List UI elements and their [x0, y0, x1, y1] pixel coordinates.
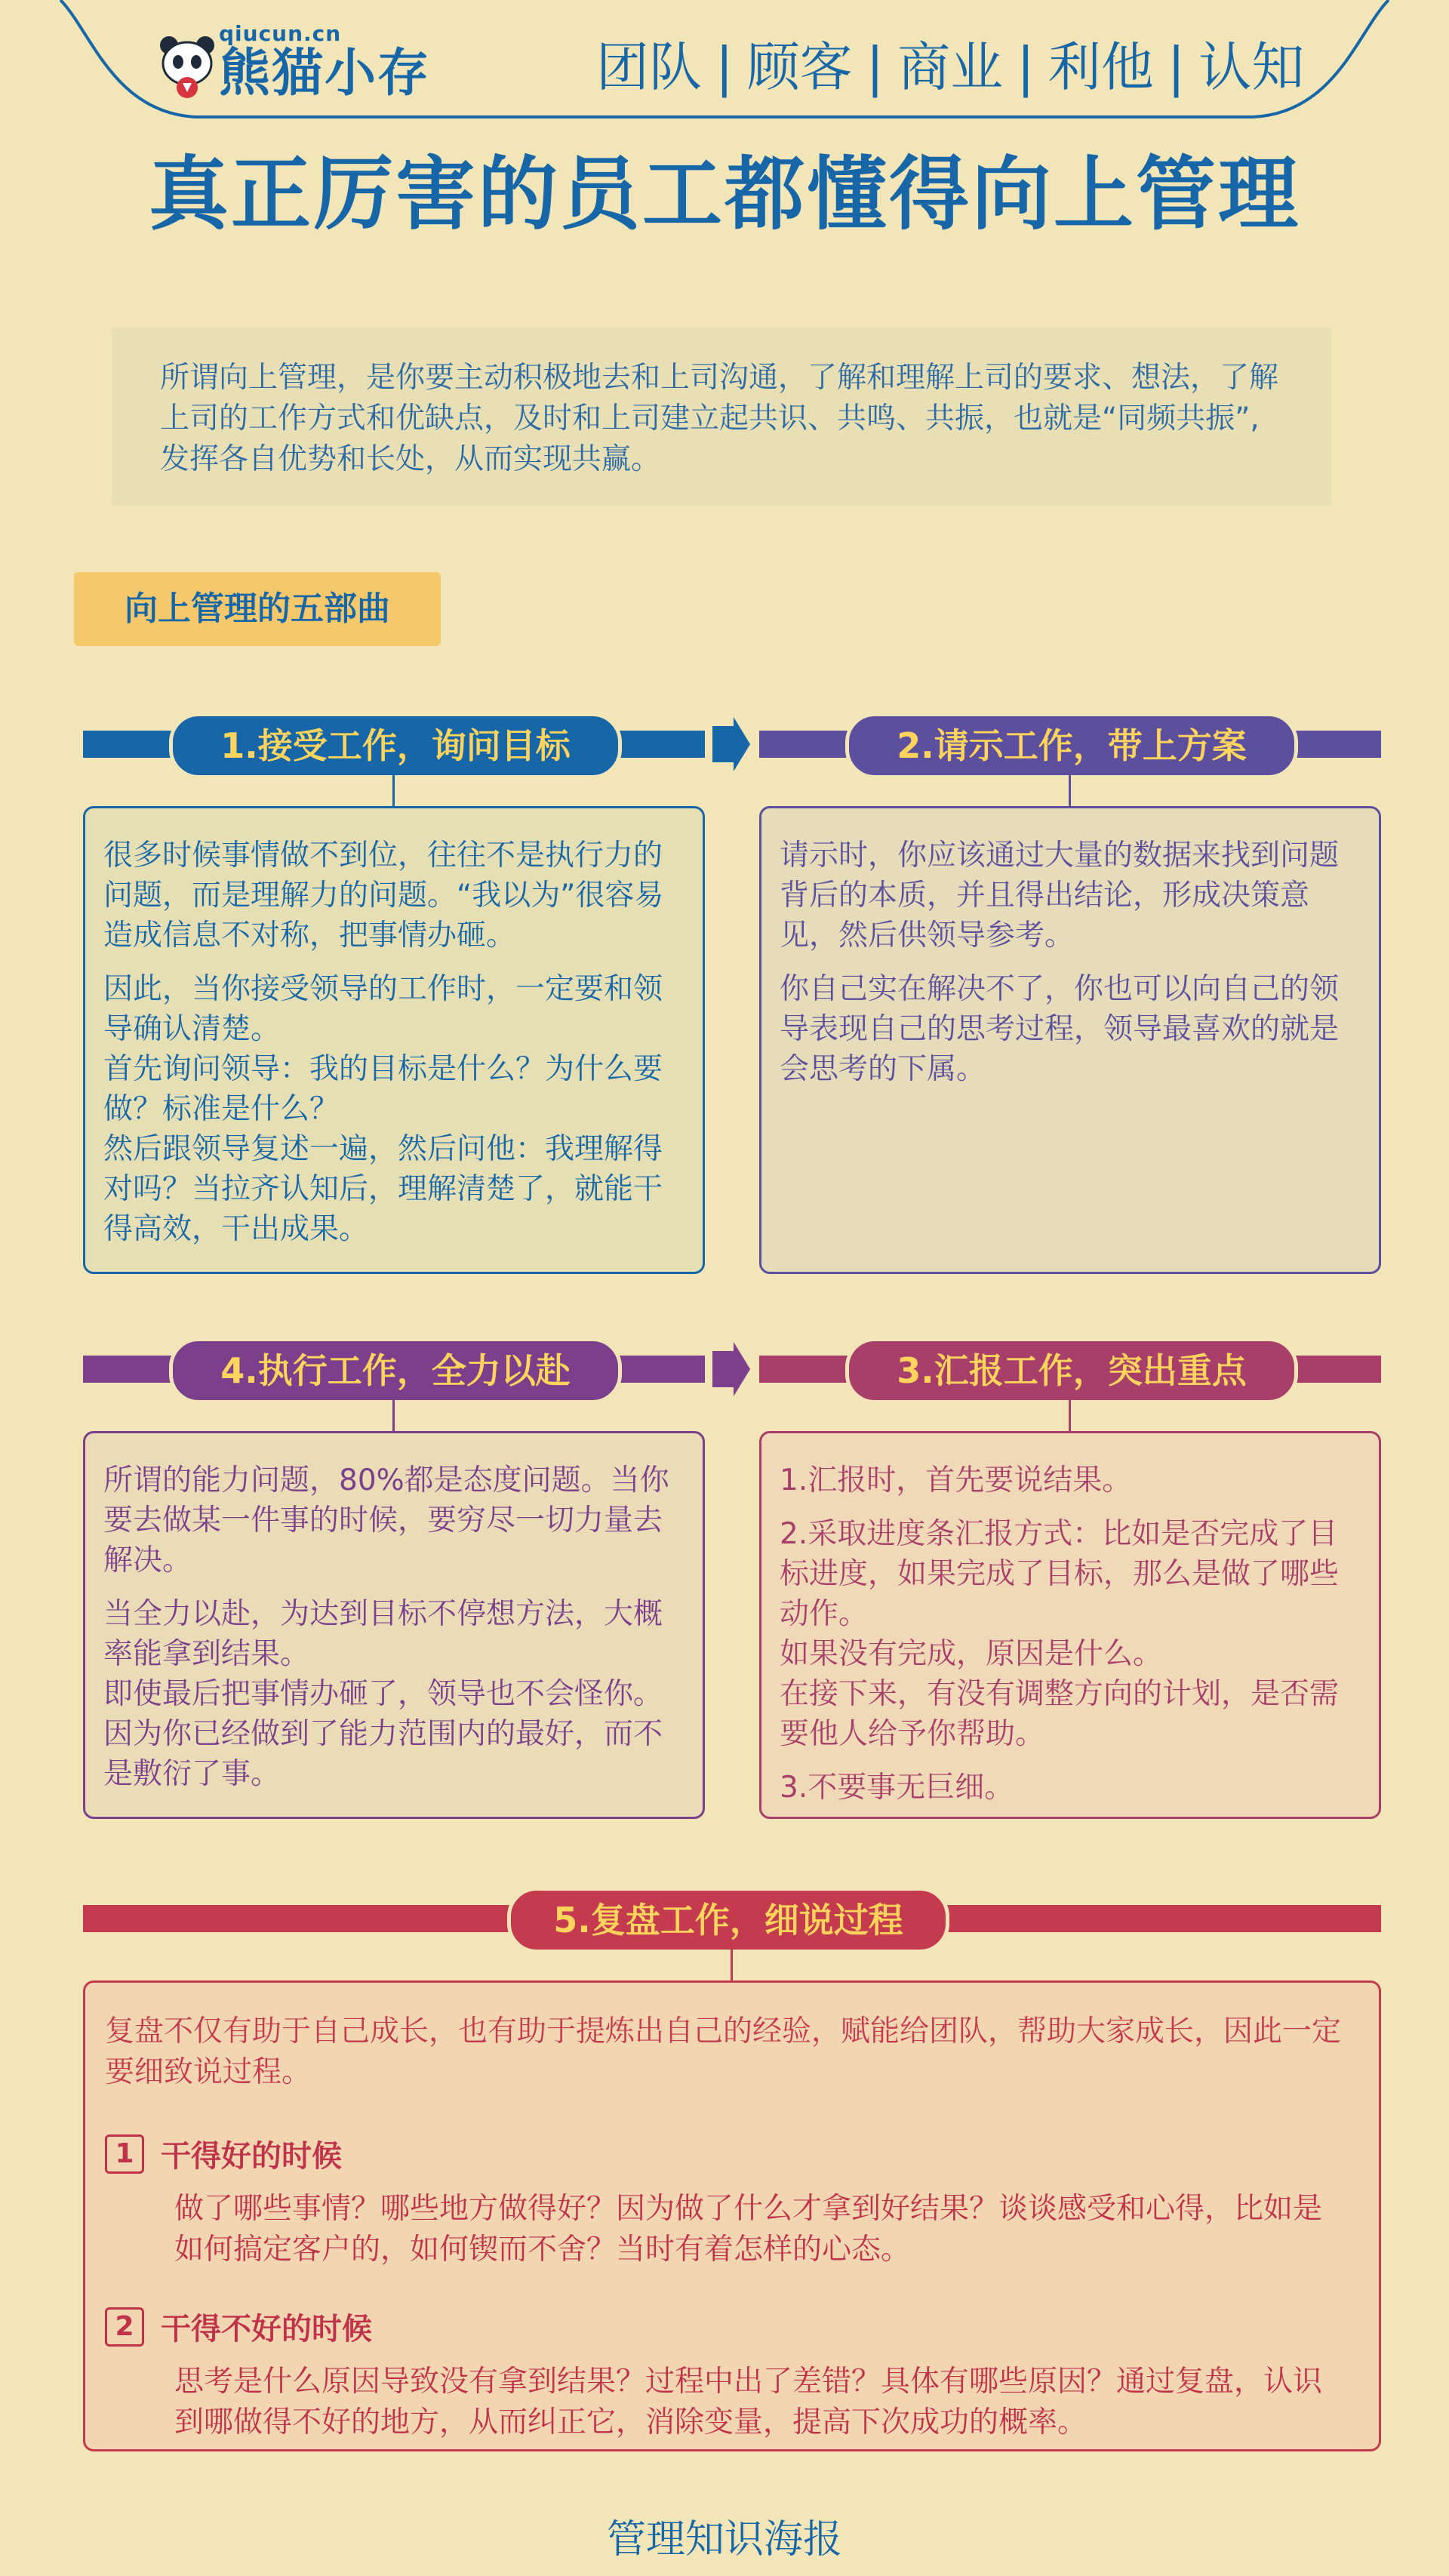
nav-item-customer[interactable]: 顾客: [746, 36, 853, 98]
section-3-para: 1.汇报时，首先要说结果。: [780, 1463, 1132, 1497]
number-badge: 1: [105, 2134, 144, 2174]
arrow-right-icon: [712, 1342, 750, 1396]
section-1-para: 因此，当你接受领导的工作时，一定要和领导确认清楚。: [103, 972, 663, 1046]
section-1-para: 然后跟领导复述一遍，然后问他：我理解得对吗？当拉齐认知后，理解清楚了，就能干得高效，干出成果。: [103, 1132, 663, 1246]
review-item-text: 做了哪些事情？哪些地方做得好？因为做了什么才拿到好结果？谈谈感受和心得，比如是如何搞定客户的，如何锲而不舍？当时有着怎样的心态。: [174, 2192, 1323, 2267]
footer-text: 管理知识海报: [606, 2517, 842, 2562]
section-4-box: [83, 1431, 705, 1819]
section-2-title: 2.请示工作，带上方案: [845, 712, 1298, 779]
section-4-para: 即使最后把事情办砸了，领导也不会怪你。因为你已经做到了能力范围内的最好，而不是敷衍了事。: [103, 1677, 663, 1791]
section-1-para: 很多时候事情做不到位，往往不是执行力的问题，而是理解力的问题。“我以为”很容易造成信息不对称，把事情办砸。: [103, 839, 664, 953]
section-3-para: 如果没有完成，原因是什么。: [780, 1637, 1163, 1671]
section-2-para: 你自己实在解决不了，你也可以向自己的领导表现自己的思考过程，领导最喜欢的就是会思考的下属。: [780, 972, 1340, 1086]
review-item-label: 干得好的时候: [161, 2139, 342, 2174]
stem-s2: [1069, 775, 1071, 807]
nav-separator: |: [1017, 36, 1035, 98]
arrow-right-icon: [712, 717, 750, 771]
section-4-para: 当全力以赴，为达到目标不停想方法，大概率能拿到结果。: [103, 1597, 663, 1671]
logo[interactable]: [158, 21, 460, 104]
section-1-para: 首先询问领导：我的目标是什么？为什么要做？标准是什么？: [103, 1052, 663, 1126]
section-1-title: 1.接受工作，询问目标: [169, 712, 622, 779]
panda-icon: [158, 35, 216, 98]
logo-url: qiucun.cn: [219, 21, 342, 46]
section-3-para: 3.不要事无巨细。: [780, 1771, 1014, 1805]
nav-separator: |: [866, 36, 884, 98]
nav-item-cognition[interactable]: 认知: [1198, 36, 1305, 98]
section-3-para: 2.采取进度条汇报方式：比如是否完成了目标进度，如果完成了目标，那么是做了哪些动作。: [780, 1517, 1340, 1631]
section-4-para: 所谓的能力问题，80%都是态度问题。当你要去做某一件事的时候，要穷尽一切力量去解决。: [103, 1463, 669, 1577]
nav-item-team[interactable]: 团队: [596, 36, 702, 98]
review-item-text: 思考是什么原因导致没有拿到结果？过程中出了差错？具体有哪些原因？通过复盘，认识到哪做得不好的地方，从而纠正它，消除变量，提高下次成功的概率。: [174, 2365, 1323, 2439]
page-title: 真正厉害的员工都懂得向上管理: [149, 148, 1300, 241]
section-2-box: [759, 806, 1381, 1274]
section-subtitle: [74, 572, 441, 646]
stem-s4: [392, 1400, 395, 1432]
stem-s1: [392, 775, 395, 807]
number-badge: 2: [105, 2307, 144, 2347]
stem-s3: [1069, 1400, 1071, 1432]
section-2-para: 请示时，你应该通过大量的数据来找到问题背后的本质，并且得出结论，形成决策意见，然后供领导参考。: [780, 839, 1340, 953]
section-5-intro: 复盘不仅有助于自己成长，也有助于提炼出自己的经验，赋能给团队，帮助大家成长，因此一定要细致说过程。: [105, 2014, 1342, 2089]
section-5-box: [83, 1980, 1381, 2451]
section-4-title: 4.执行工作，全力以赴: [169, 1337, 622, 1404]
subtitle-text: 向上管理的五部曲: [125, 589, 390, 628]
nav-separator: |: [1167, 36, 1186, 98]
stem-s5: [731, 1950, 733, 1981]
nav-item-altruism[interactable]: 利他: [1048, 36, 1154, 98]
nav-item-business[interactable]: 商业: [897, 36, 1004, 98]
review-item-bad: [105, 2305, 1349, 2348]
top-nav: [596, 33, 1304, 101]
section-3-box: [759, 1431, 1381, 1819]
review-item-label: 干得不好的时候: [161, 2312, 372, 2347]
section-5-title: 5.复盘工作，细说过程: [507, 1887, 949, 1953]
intro-text: 所谓向上管理，是你要主动积极地去和上司沟通，了解和理解上司的要求、想法，了解上司的工作方式和优缺点，及时和上司建立起共识、共鸣、共振，也就是“同频共振”,发挥各自优势和长处，从而实现共赢。: [160, 361, 1279, 476]
intro-box: [112, 328, 1331, 506]
section-3-para: 在接下来，有没有调整方向的计划，是否需要他人给予你帮助。: [780, 1677, 1340, 1751]
review-item-good: [105, 2132, 1349, 2175]
logo-name: 熊猫小存: [219, 44, 431, 103]
section-1-box: [83, 806, 705, 1274]
section-3-title: 3.汇报工作，突出重点: [845, 1337, 1298, 1404]
nav-separator: |: [715, 36, 734, 98]
